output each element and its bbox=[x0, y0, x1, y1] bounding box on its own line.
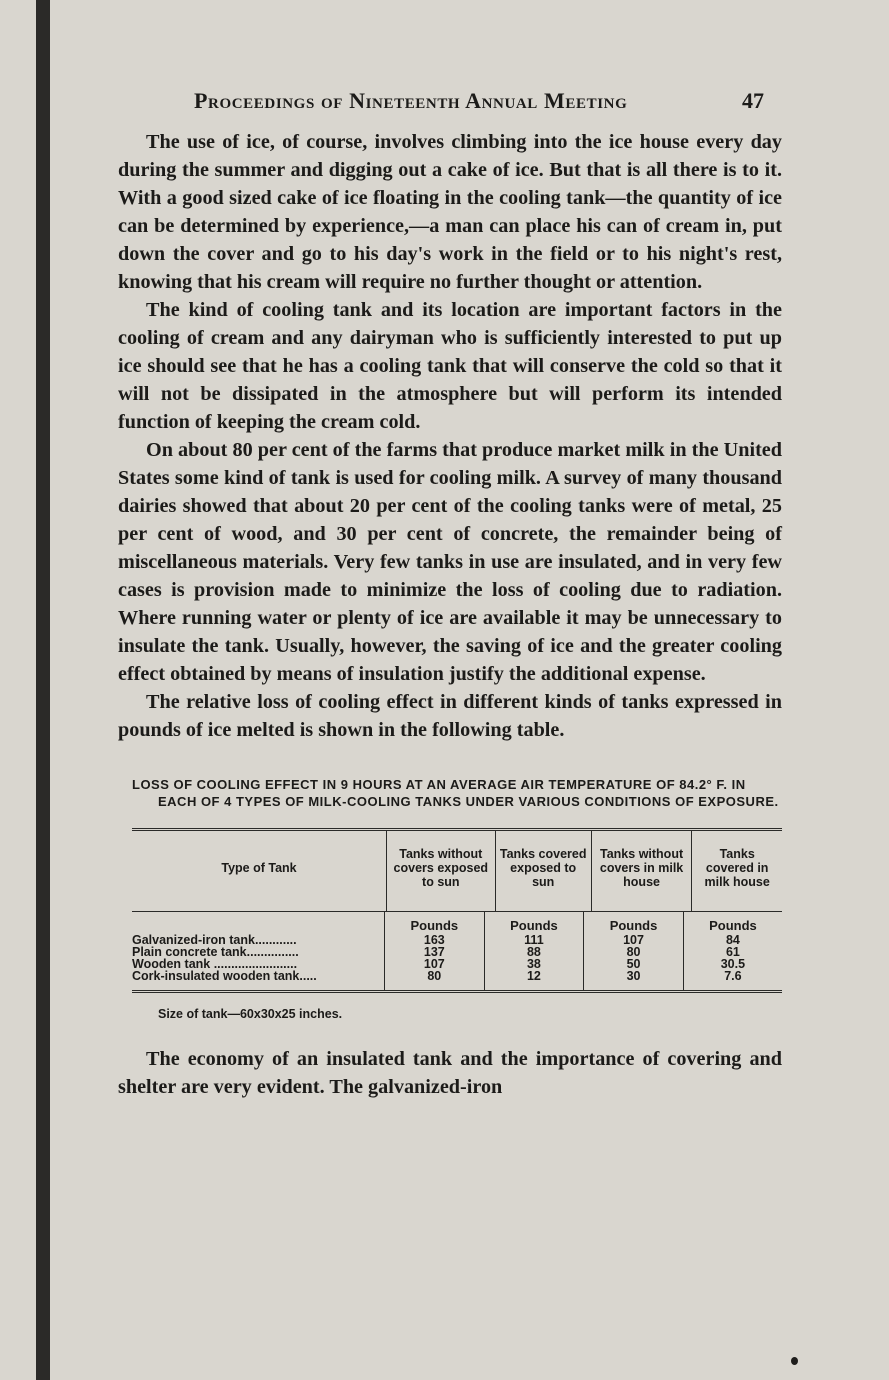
paragraph: On about 80 per cent of the farms that produce market milk in the United States some kind of tank is used for cooling milk. A survey of many thousand dairies showed that about 20 per cent of the cooling tanks were of metal, 25 per cent of wood, and 30 per cent of concrete, the remainder being of miscellaneous materials. Very few tanks in use are insulated, and in very few cases is provision made to minimize the loss of cooling due to radiation. Where running water or plenty of ice are available it may be unnecessary to insulate the tank. Usually, however, the saving of ice and the greater cooling effect obtained by means of insulation justify the additional expense. bbox=[118, 439, 782, 685]
table-cell: 88 bbox=[484, 946, 584, 958]
unit-label: Pounds bbox=[484, 912, 584, 934]
table-cell: 12 bbox=[484, 970, 584, 990]
column-header: Tanks covered exposed to sun bbox=[495, 831, 591, 911]
book-binding-edge bbox=[36, 0, 50, 1380]
table-cell: 30 bbox=[584, 970, 684, 990]
ink-mark bbox=[791, 1357, 798, 1365]
table-cell: 50 bbox=[584, 958, 684, 970]
row-label: Galvanized-iron tank............ bbox=[132, 933, 297, 947]
paragraph: The economy of an insulated tank and the importance of covering and shelter are very evident. The galvanized-iron bbox=[118, 1048, 782, 1098]
data-table bbox=[132, 828, 782, 993]
running-header bbox=[118, 88, 782, 128]
table-cell: 7.6 bbox=[683, 970, 782, 990]
table-cell: 137 bbox=[385, 946, 485, 958]
column-header: Tanks covered in milk house bbox=[692, 831, 782, 911]
table-cell: 80 bbox=[385, 970, 485, 990]
column-header-type: Type of Tank bbox=[221, 861, 297, 875]
paragraph: The kind of cooling tank and its location are important factors in the cooling of cream and any dairyman who is sufficiently interested to put up ice should see that he has a cooling tank that will conserve the cold so that it will not be dissipated in the atmosphere but will perform its intended function of keeping the cream cold. bbox=[118, 299, 782, 433]
table-cell: 80 bbox=[584, 946, 684, 958]
unit-label: Pounds bbox=[385, 912, 485, 934]
paragraph: The relative loss of cooling effect in different kinds of tanks expressed in pounds of ice melted is shown in the following table. bbox=[118, 691, 782, 741]
body-text bbox=[118, 128, 782, 744]
table-cell: 111 bbox=[484, 934, 584, 946]
table-cell: 107 bbox=[584, 934, 684, 946]
table-caption: LOSS OF COOLING EFFECT IN 9 HOURS AT AN AVERAGE AIR TEMPERATURE OF 84.2° F. IN EACH OF 4 TYPES OF MILK-COOLING TANKS UNDER VARIOUS CONDITIONS OF EXPOSURE. bbox=[132, 777, 779, 809]
unit-label: Pounds bbox=[584, 912, 684, 934]
page-number: 47 bbox=[742, 88, 764, 113]
units-row bbox=[132, 912, 782, 934]
table-cell: 163 bbox=[385, 934, 485, 946]
table-cell: 38 bbox=[484, 958, 584, 970]
table-cell: 84 bbox=[683, 934, 782, 946]
closing-text bbox=[118, 1045, 782, 1101]
table-cell: 30.5 bbox=[683, 958, 782, 970]
table-cell: 107 bbox=[385, 958, 485, 970]
row-label: Cork-insulated wooden tank..... bbox=[132, 969, 317, 983]
table-row bbox=[132, 970, 782, 990]
running-header-title: Proceedings of Nineteenth Annual Meeting bbox=[194, 88, 628, 113]
table-bottom-rule bbox=[132, 990, 782, 993]
table-footnote: Size of tank—60x30x25 inches. bbox=[158, 1007, 343, 1021]
paragraph: The use of ice, of course, involves climbing into the ice house every day during the summer and digging out a cake of ice. But that is all there is to it. With a good sized cake of ice floating in the cooling tank—the quantity of ice can be determined by experience,—a man can place his can of cream in, put down the cover and go to his day's work in the field or to his night's rest, knowing that his cream will require no further thought or attention. bbox=[118, 131, 782, 293]
column-header: Tanks without covers exposed to sun bbox=[387, 831, 496, 911]
row-label: Wooden tank ........................ bbox=[132, 957, 298, 971]
row-label: Plain concrete tank............... bbox=[132, 945, 299, 959]
table-cell: 61 bbox=[683, 946, 782, 958]
unit-label: Pounds bbox=[683, 912, 782, 934]
page bbox=[118, 88, 782, 1101]
column-header: Tanks without covers in milk house bbox=[591, 831, 692, 911]
